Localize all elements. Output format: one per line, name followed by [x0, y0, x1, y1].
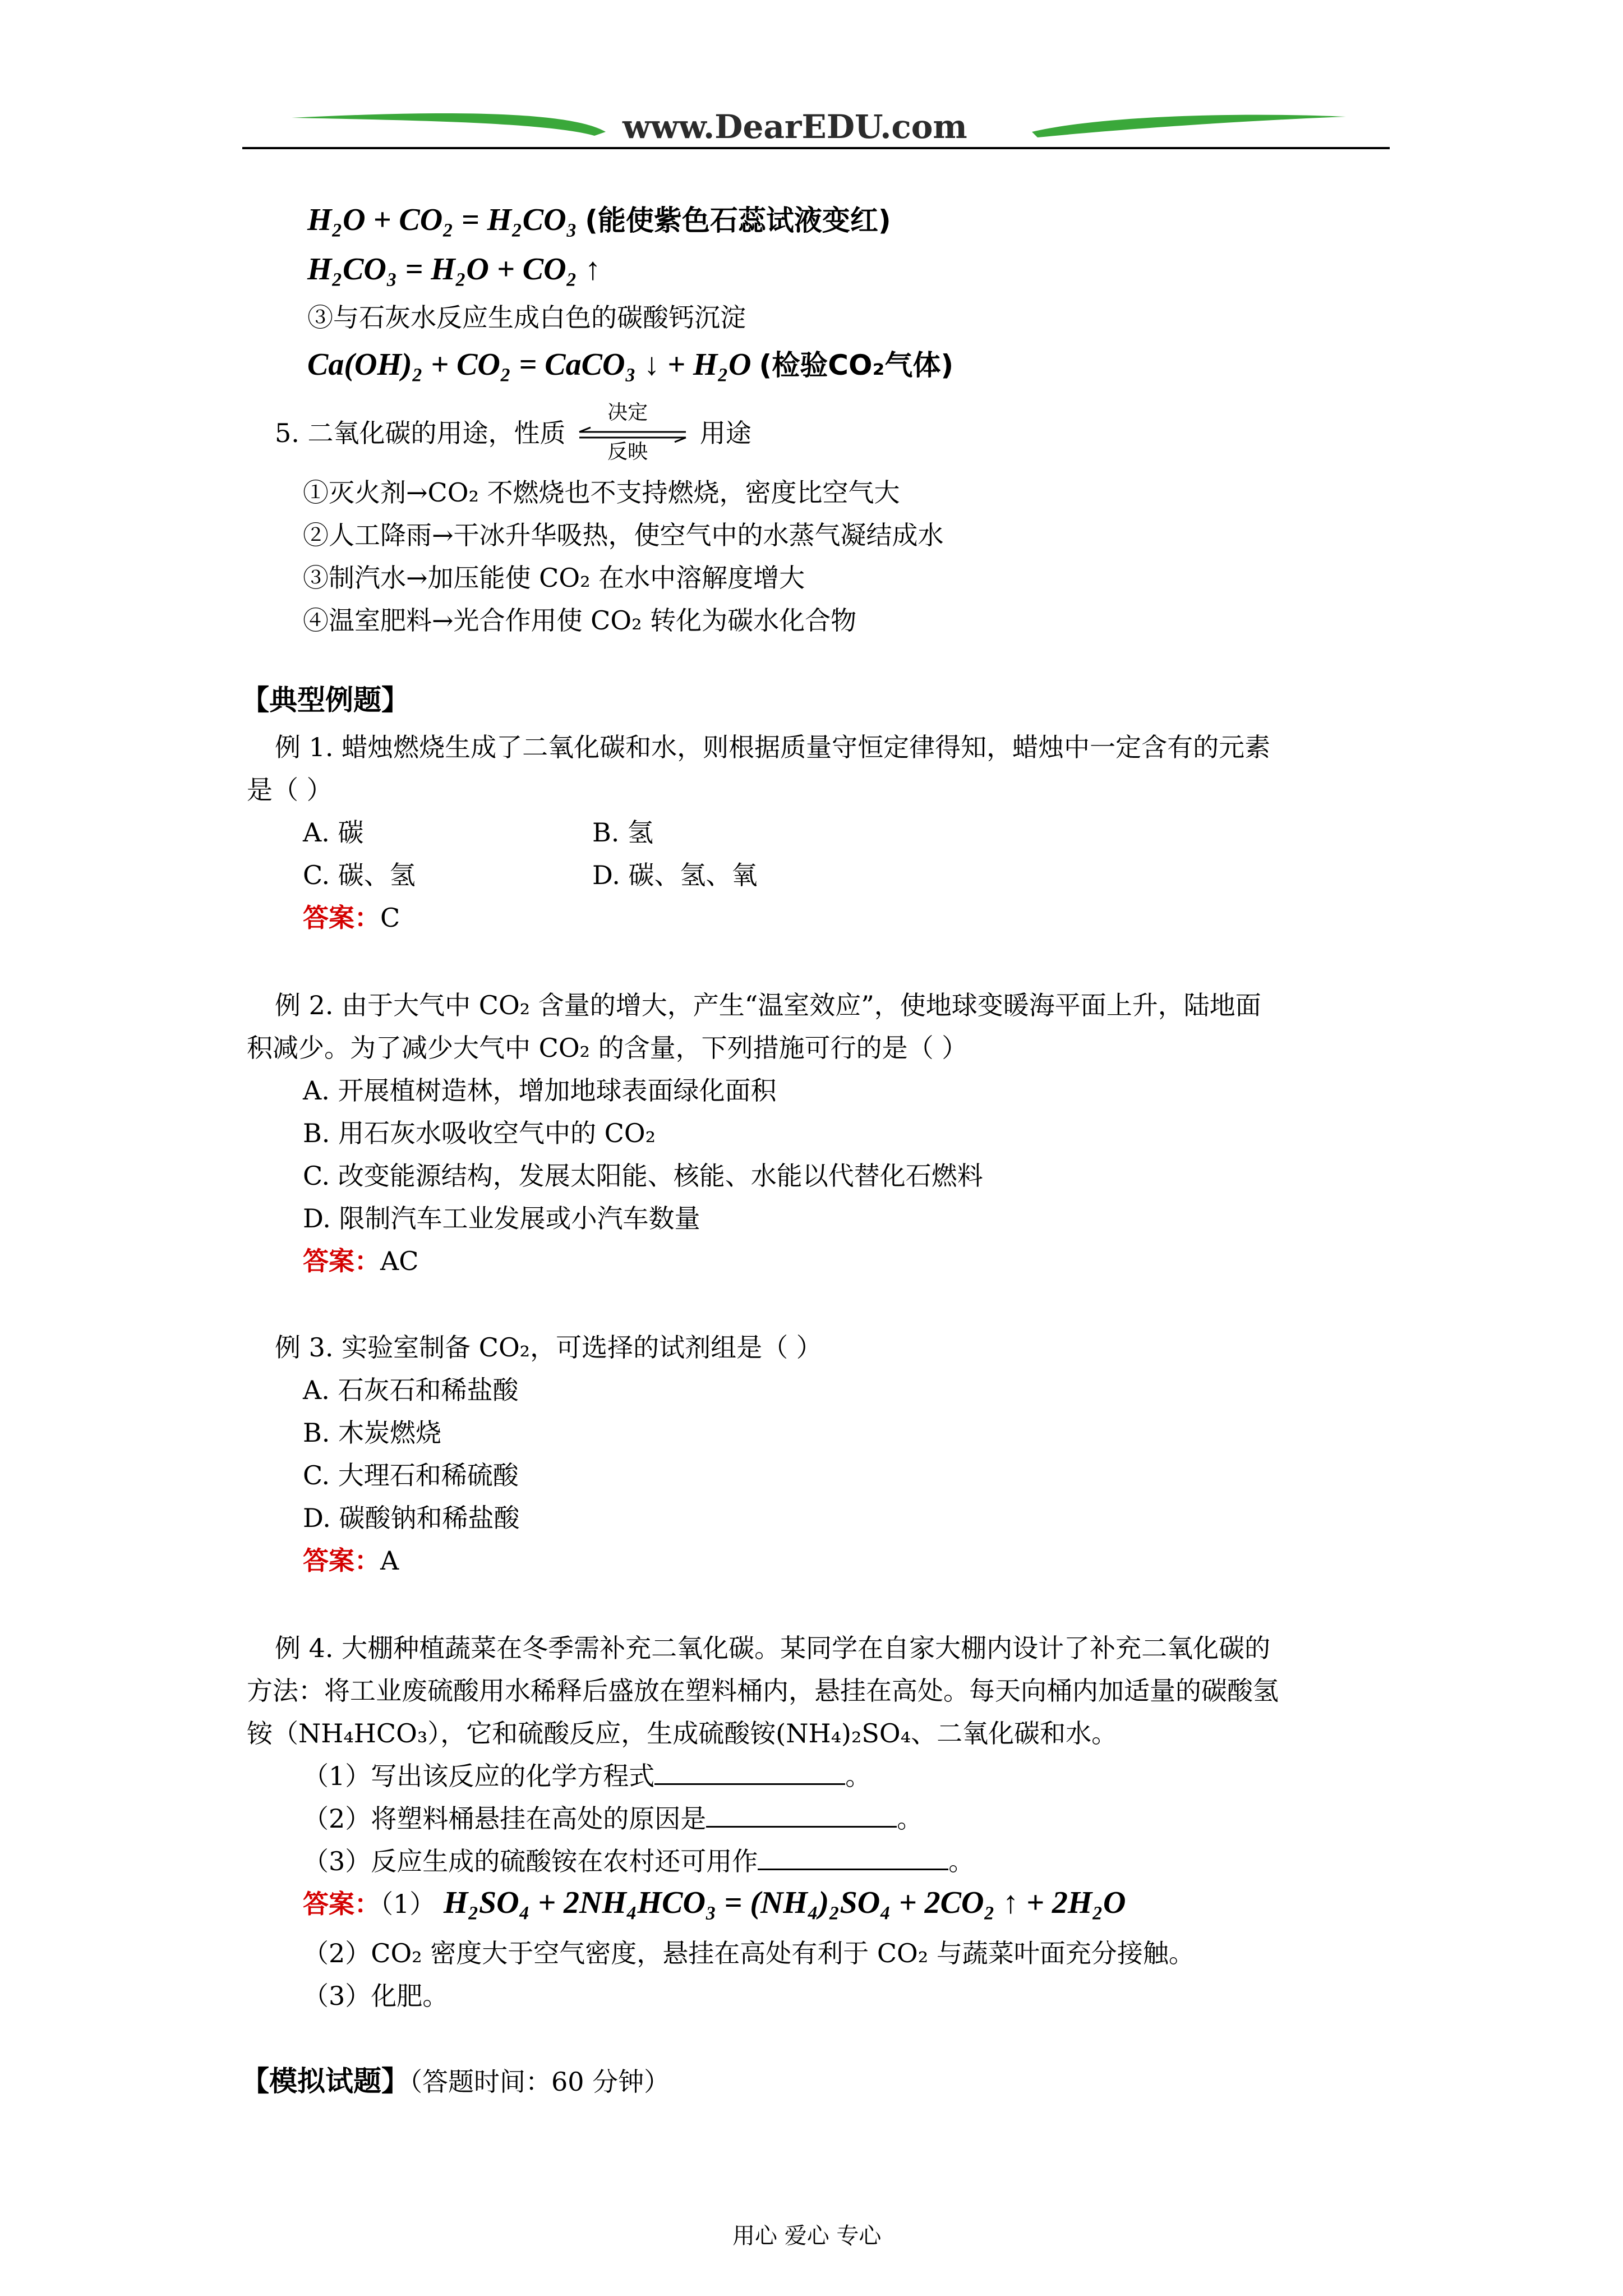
- arrow-bottom-label: 反映: [607, 440, 648, 463]
- q2-period: 。: [897, 1803, 923, 1834]
- ex1-line1: 例 1. 蜡烛燃烧生成了二氧化碳和水，则根据质量守恒定律得知，蜡烛中一定含有的元素: [275, 732, 1271, 762]
- q1-text: （1）写出该反应的化学方程式: [303, 1761, 655, 1791]
- q2-text: （2）将塑料桶悬挂在高处的原因是: [303, 1803, 707, 1834]
- ex3-option-a: A. 石灰石和稀盐酸: [303, 1375, 519, 1405]
- property-item-3: ③与石灰水反应生成白色的碳酸钙沉淀: [307, 302, 746, 333]
- use-item-4: ④温室肥料→光合作用使 CO₂ 转化为碳水化合物: [303, 605, 857, 636]
- ex3-option-c: C. 大理石和稀硫酸: [303, 1460, 519, 1490]
- mock-heading-line: [241, 2060, 670, 2103]
- ex4-answer-2: （2）CO₂ 密度大于空气密度，悬挂在高处有利于 CO₂ 与蔬菜叶面充分接触。: [303, 1938, 1195, 1968]
- ex4-answer-3: （3）化肥。: [303, 1981, 449, 2011]
- ex2-line1: 例 2. 由于大气中 CO₂ 含量的增大，产生“温室效应”，使地球变暖海平面上升，陆地面: [275, 990, 1261, 1020]
- mock-note: （答题时间：60 分钟）: [409, 2067, 670, 2097]
- ex2-line2: 积减少。为了减少大气中 CO₂ 的含量，下列措施可行的是（ ）: [247, 1033, 968, 1063]
- ex4-question-3: [303, 1840, 974, 1883]
- ex1-answer: [303, 896, 400, 939]
- ex1-option-d: D. 碳、氢、氧: [592, 860, 758, 890]
- section5-suffix: 用途: [699, 418, 751, 448]
- eq2-formula: H₂CO₃ = H₂O + CO₂ ↑: [307, 252, 601, 287]
- ex1-line2: 是（ ）: [247, 775, 333, 805]
- ex4-answer-1: [303, 1881, 1126, 1925]
- header-banner: [292, 107, 1346, 151]
- arrow-top-label: 决定: [607, 401, 648, 424]
- ex2-option-a: A. 开展植树造林，增加地球表面绿化面积: [303, 1075, 777, 1106]
- ex4-question-2: [303, 1797, 923, 1840]
- q2-blank: [706, 1806, 897, 1828]
- use-item-1: ①灭火剂→CO₂ 不燃烧也不支持燃烧，密度比空气大: [303, 477, 900, 508]
- section5-intro: 5. 二氧化碳的用途，性质: [275, 418, 566, 448]
- ex4-a1-formula: H₂SO₄ + 2NH₄HCO₃ = (NH₄)₂SO₄ + 2CO₂ ↑ + 2H₂O: [443, 1885, 1126, 1920]
- ex3-answer: [303, 1539, 399, 1582]
- ex2-answer: [303, 1240, 418, 1282]
- q1-blank: [654, 1763, 845, 1785]
- ex3-answer-value: A: [380, 1545, 399, 1576]
- ex2-answer-label: 答案：: [303, 1246, 380, 1276]
- header-rule: [242, 147, 1390, 149]
- site-logo-text: www.DearEDU.com: [623, 108, 967, 146]
- ex3-line1: 例 3. 实验室制备 CO₂，可选择的试剂组是（ ）: [275, 1332, 822, 1363]
- ex1-option-c: C. 碳、氢: [303, 860, 416, 890]
- ex4-question-1: [303, 1755, 871, 1797]
- equation-3: [307, 341, 953, 389]
- page-footer: 用心 爱心 专心: [732, 2223, 882, 2249]
- ex1-answer-label: 答案：: [303, 903, 380, 933]
- equation-2: [307, 246, 601, 293]
- ex4-line3: 铵（NH₄HCO₃），它和硫酸反应，生成硫酸铵(NH₄)₂SO₄、二氧化碳和水。: [247, 1718, 1118, 1749]
- q1-period: 。: [845, 1761, 872, 1791]
- use-item-3: ③制汽水→加压能使 CO₂ 在水中溶解度增大: [303, 563, 805, 593]
- eq3-note: (检验CO₂气体): [759, 349, 954, 381]
- use-item-2: ②人工降雨→干冰升华吸热，使空气中的水蒸气凝结成水: [303, 520, 944, 550]
- q3-text: （3）反应生成的硫酸铵在农村还可用作: [303, 1846, 758, 1876]
- q3-period: 。: [948, 1846, 975, 1876]
- ex1-answer-value: C: [380, 903, 400, 933]
- ex3-option-b: B. 木炭燃烧: [303, 1418, 442, 1448]
- equation-1: [307, 196, 891, 244]
- section5-line: [275, 401, 751, 463]
- q3-blank: [758, 1848, 948, 1870]
- ex4-a1-prefix: （1）: [380, 1889, 436, 1919]
- mock-heading: 【模拟试题】: [241, 2064, 409, 2097]
- relation-arrow: [574, 401, 691, 463]
- eq3-formula: Ca(OH)₂ + CO₂ = CaCO₃ ↓ + H₂O: [307, 347, 751, 382]
- ex2-option-d: D. 限制汽车工业发展或小汽车数量: [303, 1203, 700, 1234]
- ex2-answer-value: AC: [380, 1246, 419, 1276]
- ex1-option-b: B. 氢: [592, 817, 654, 848]
- ex1-option-a: A. 碳: [303, 817, 364, 848]
- ex2-option-c: C. 改变能源结构，发展太阳能、核能、水能以代替化石燃料: [303, 1161, 983, 1191]
- ex3-option-d: D. 碳酸钠和稀盐酸: [303, 1503, 520, 1533]
- ex2-option-b: B. 用石灰水吸收空气中的 CO₂: [303, 1118, 656, 1148]
- eq1-note: (能使紫色石蕊试液变红): [585, 204, 891, 237]
- ex4-answer-label: 答案：: [303, 1889, 380, 1919]
- ex4-line2: 方法：将工业废硫酸用水稀释后盛放在塑料桶内，悬挂在高处。每天向桶内加适量的碳酸氢: [247, 1676, 1279, 1706]
- eq1-formula: H₂O + CO₂ = H₂CO₃: [307, 203, 578, 237]
- ex3-answer-label: 答案：: [303, 1545, 380, 1576]
- ex4-line1: 例 4. 大棚种植蔬菜在冬季需补充二氧化碳。某同学在自家大棚内设计了补充二氧化碳的: [275, 1633, 1271, 1663]
- typical-heading: 【典型例题】: [241, 683, 409, 716]
